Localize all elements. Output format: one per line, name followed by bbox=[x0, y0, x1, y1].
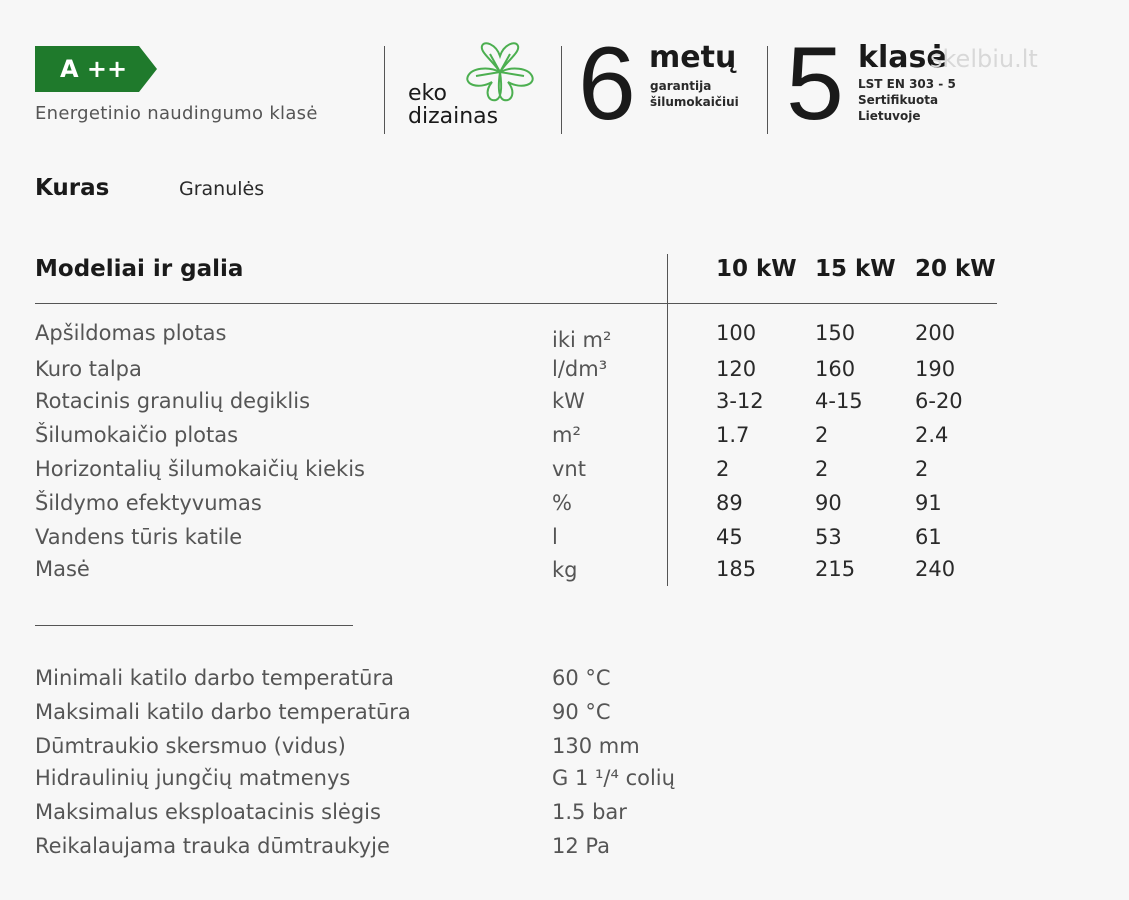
row-param: Rotacinis granulių degiklis bbox=[35, 389, 311, 413]
warranty-sub-line: šilumokaičiui bbox=[650, 95, 739, 109]
row-param: Šilumokaičio plotas bbox=[35, 423, 239, 447]
row-value: 2 bbox=[815, 423, 829, 447]
row-param: Horizontalių šilumokaičių kiekis bbox=[35, 457, 365, 481]
class-sub-line: Sertifikuota bbox=[858, 93, 939, 107]
energy-class-badge bbox=[35, 46, 139, 92]
ecodesign-word-2: dizainas bbox=[408, 104, 499, 129]
watermark: skelbiu.lt bbox=[930, 45, 1038, 73]
header-divider bbox=[561, 46, 562, 134]
row-value: 53 bbox=[815, 525, 842, 549]
spec-value: 12 Pa bbox=[552, 834, 610, 858]
efficiency-class-subtitle bbox=[858, 76, 956, 124]
spec-value: 1.5 bar bbox=[552, 800, 627, 824]
spec-param: Reikalaujama trauka dūmtraukyje bbox=[35, 834, 390, 858]
efficiency-class-number: 5 bbox=[786, 26, 844, 142]
row-unit: l bbox=[552, 525, 558, 549]
warranty-title: metų bbox=[649, 40, 737, 75]
row-value: 2.4 bbox=[915, 423, 949, 447]
spec-param: Maksimali katilo darbo temperatūra bbox=[35, 700, 411, 724]
section-separator bbox=[35, 625, 353, 626]
row-param: Šildymo efektyvumas bbox=[35, 491, 262, 515]
row-value: 2 bbox=[716, 457, 730, 481]
energy-class-caption: Energetinio naudingumo klasė bbox=[35, 103, 318, 124]
row-unit: vnt bbox=[552, 457, 586, 481]
spec-value: 130 mm bbox=[552, 734, 640, 758]
row-value: 120 bbox=[716, 357, 757, 381]
row-value: 3-12 bbox=[716, 389, 764, 413]
column-header: 20 kW bbox=[915, 256, 996, 282]
row-value: 190 bbox=[915, 357, 956, 381]
spec-param: Minimali katilo darbo temperatūra bbox=[35, 666, 394, 690]
column-header: 15 kW bbox=[815, 256, 896, 282]
warranty-sub-line: garantija bbox=[650, 79, 712, 93]
spec-param: Maksimalus eksploatacinis slėgis bbox=[35, 800, 381, 824]
class-sub-line: Lietuvoje bbox=[858, 109, 921, 123]
fuel-value: Granulės bbox=[179, 178, 265, 200]
fuel-label: Kuras bbox=[35, 175, 110, 201]
spec-value: G 1 ¹/⁴ colių bbox=[552, 766, 675, 790]
row-value: 61 bbox=[915, 525, 942, 549]
row-value: 185 bbox=[716, 557, 757, 581]
row-value: 1.7 bbox=[716, 423, 750, 447]
row-unit: l/dm³ bbox=[552, 357, 608, 381]
row-unit: m² bbox=[552, 423, 581, 447]
row-value: 240 bbox=[915, 557, 956, 581]
row-value: 215 bbox=[815, 557, 856, 581]
warranty-subtitle bbox=[650, 78, 739, 110]
row-param: Apšildomas plotas bbox=[35, 321, 227, 345]
row-value: 89 bbox=[716, 491, 743, 515]
row-value: 90 bbox=[815, 491, 842, 515]
row-value: 200 bbox=[915, 321, 956, 345]
row-unit: % bbox=[552, 491, 572, 515]
class-sub-line: LST EN 303 - 5 bbox=[858, 77, 956, 91]
row-unit: iki m² bbox=[552, 328, 612, 352]
energy-class-label: A ++ bbox=[60, 55, 128, 83]
header-divider bbox=[767, 46, 768, 134]
row-value: 4-15 bbox=[815, 389, 863, 413]
warranty-years-number: 6 bbox=[578, 26, 636, 142]
row-value: 45 bbox=[716, 525, 743, 549]
row-value: 100 bbox=[716, 321, 757, 345]
row-unit: kW bbox=[552, 389, 585, 413]
row-value: 91 bbox=[915, 491, 942, 515]
row-value: 2 bbox=[915, 457, 929, 481]
spec-value: 60 °C bbox=[552, 666, 611, 690]
column-header: 10 kW bbox=[716, 256, 797, 282]
spec-param: Hidraulinių jungčių matmenys bbox=[35, 766, 351, 790]
row-value: 6-20 bbox=[915, 389, 963, 413]
row-param: Vandens tūris katile bbox=[35, 525, 243, 549]
spec-param: Dūmtraukio skersmuo (vidus) bbox=[35, 734, 346, 758]
clover-icon bbox=[462, 42, 540, 104]
spec-value: 90 °C bbox=[552, 700, 611, 724]
ecodesign-word-1: eko bbox=[408, 81, 447, 106]
efficiency-class-title: klasė bbox=[858, 40, 947, 75]
row-value: 2 bbox=[815, 457, 829, 481]
models-table-title: Modeliai ir galia bbox=[35, 256, 244, 282]
row-value: 160 bbox=[815, 357, 856, 381]
header-divider bbox=[384, 46, 385, 134]
table-header-rule bbox=[35, 303, 997, 304]
row-value: 150 bbox=[815, 321, 856, 345]
row-unit: kg bbox=[552, 558, 578, 582]
row-param: Masė bbox=[35, 557, 90, 581]
row-param: Kuro talpa bbox=[35, 357, 142, 381]
